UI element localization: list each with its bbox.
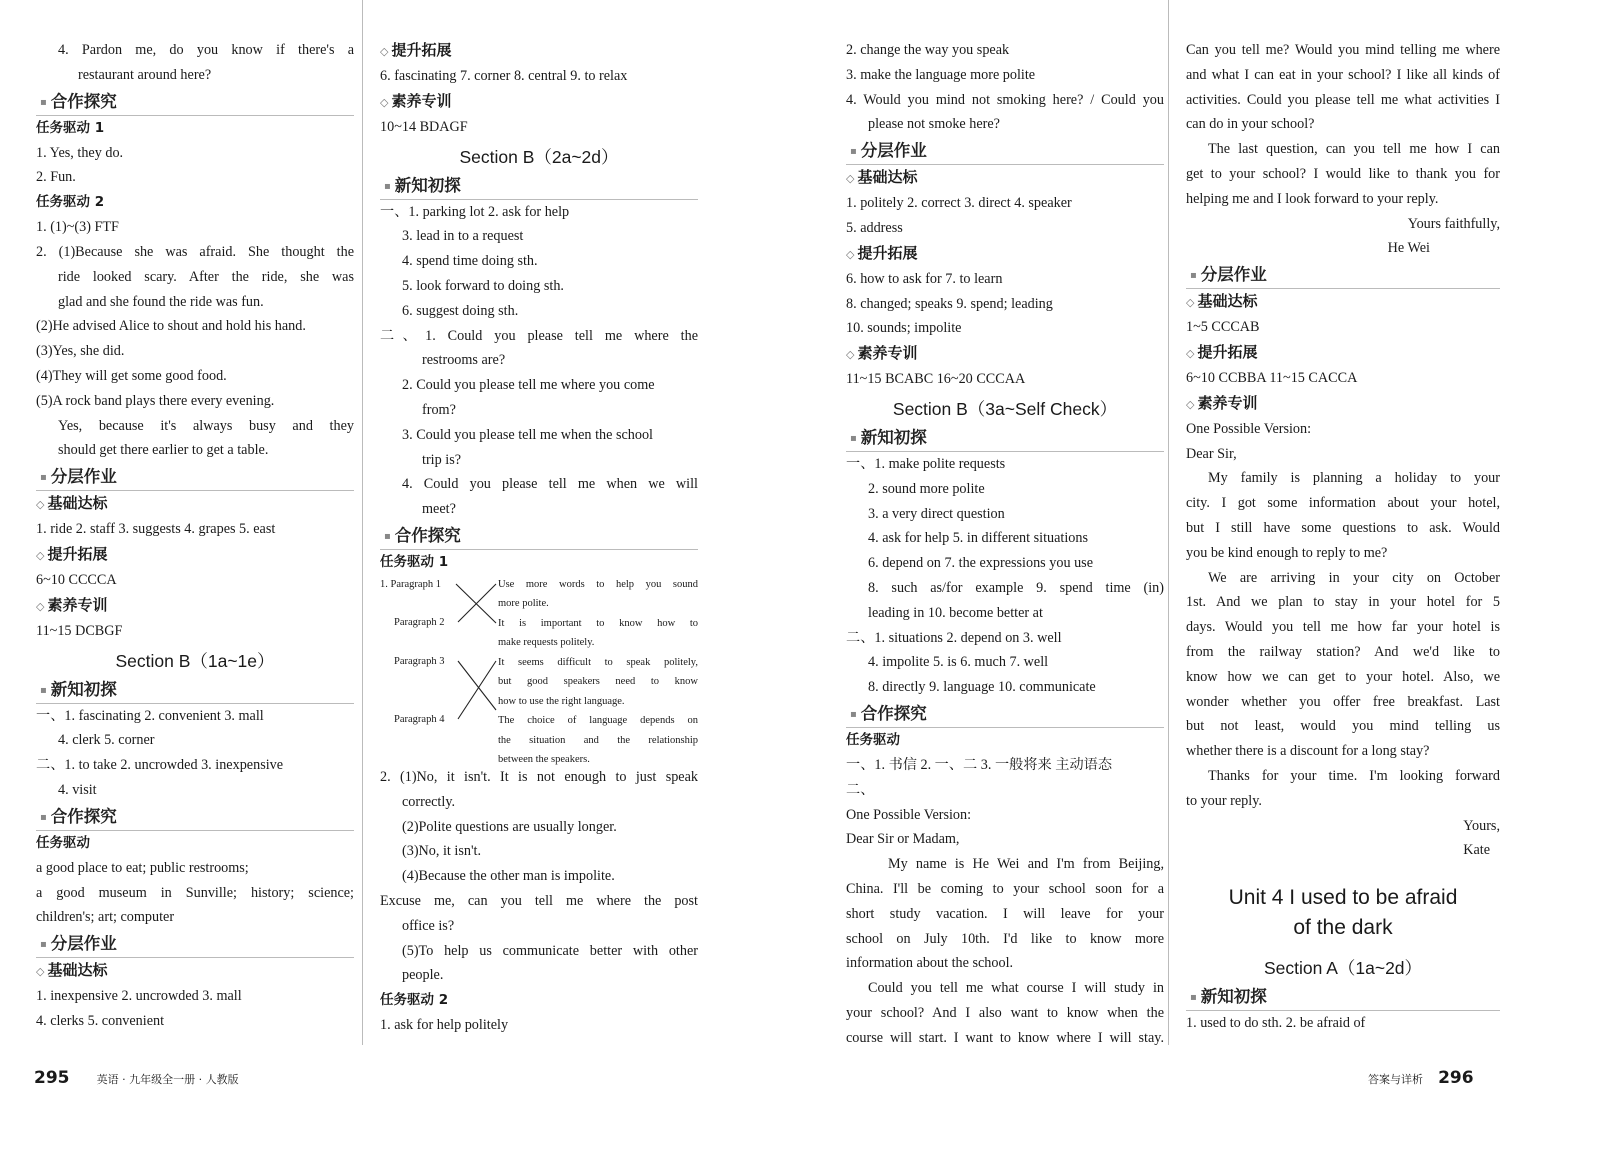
text-line: 3. Could you please tell me when the school — [402, 426, 653, 443]
matching-exercise — [380, 575, 698, 765]
text-line: (2)Polite questions are usually longer. — [402, 818, 617, 835]
text-line: from? — [422, 401, 456, 418]
column-3 — [846, 38, 1164, 1051]
text-line: please not smoke here? — [868, 116, 1000, 133]
text-line: My name is He Wei and I'm from Beijing, — [888, 856, 1164, 873]
paragraph-label: Paragraph 2 — [394, 616, 445, 628]
option-line: make requests politely. — [498, 637, 595, 649]
unit-title — [1186, 883, 1500, 943]
text-line: Dear Sir, — [1186, 445, 1237, 462]
text-line: course will start. I want to know where I will stay. — [846, 1029, 1164, 1046]
text-line: you be kind enough to reply to me? — [1186, 544, 1388, 561]
text-line: 1. Yes, they do. — [36, 144, 124, 161]
text-line: city. I got some information about your hotel, — [1186, 495, 1500, 512]
paragraph-label: 1. Paragraph 1 — [380, 578, 441, 590]
text-line: know how we can get to your hotel. Also, we — [1186, 668, 1500, 685]
text-line: 二、1. Could you please tell me where the — [380, 327, 698, 344]
text-line: 4. ask for help 5. in different situations — [868, 530, 1088, 547]
text-line: China. I'll be coming to your school soon for a — [846, 880, 1164, 897]
option-line: It seems difficult to speak politely, — [498, 656, 698, 668]
section-heading: ▪ 新知初探 — [36, 678, 354, 704]
text-line: office is? — [402, 917, 455, 934]
text-line: a good place to eat; public restrooms; — [36, 859, 249, 876]
text-line: 11~15 DCBGF — [36, 622, 123, 639]
section-heading: ▪ 新知初探 — [846, 426, 1164, 452]
section-title: Section B（1a~1e） — [115, 650, 275, 671]
text-line: 2. sound more polite — [868, 480, 985, 497]
text-line: Dear Sir or Madam, — [846, 831, 960, 848]
text-line: restaurant around here? — [78, 66, 212, 83]
page-number: 296 — [1438, 1068, 1474, 1088]
text-line: can do in your school? — [1186, 116, 1315, 133]
text-line: 2. Fun. — [36, 169, 76, 186]
sub-heading: ◇ 素养专训 — [1186, 391, 1500, 417]
sub-heading: ◇ 提升拓展 — [1186, 340, 1500, 366]
section-heading: ▪ 合作探究 — [36, 90, 354, 116]
text-line: 8. directly 9. language 10. communicate — [868, 679, 1096, 696]
text-line: Yes, because it's always busy and they — [58, 417, 354, 434]
matching-lines — [454, 575, 500, 735]
text-line: 10~14 BDAGF — [380, 118, 468, 135]
text-line: (3)Yes, she did. — [36, 343, 125, 360]
letter-signature: Kate — [1463, 842, 1490, 859]
text-line: 11~15 BCABC 16~20 CCCAA — [846, 371, 1026, 388]
sub-heading: ◇ 素养专训 — [36, 593, 354, 619]
text-line: 二、 — [846, 781, 875, 798]
text-line: 6~10 CCCCA — [36, 571, 117, 588]
text-line: (4)Because the other man is impolite. — [402, 868, 615, 885]
text-line: whether there is a discount for a long stay? — [1186, 743, 1430, 760]
text-line: 3. lead in to a request — [402, 228, 524, 245]
text-line: (4)They will get some good food. — [36, 367, 227, 384]
text-line: Could you tell me what course I will study in — [868, 980, 1164, 997]
letter-signature: He Wei — [1387, 240, 1430, 257]
text-line: Thanks for your time. I'm looking forward — [1208, 767, 1500, 784]
sub-heading: ◇ 基础达标 — [1186, 289, 1500, 315]
text-line: 二、1. situations 2. depend on 3. well — [846, 629, 1062, 646]
sub-heading: ◇ 提升拓展 — [380, 38, 698, 64]
text-line: 3. make the language more polite — [846, 66, 1036, 83]
text-line: 二、1. to take 2. uncrowded 3. inexpensive — [36, 757, 284, 774]
text-line: 6. suggest doing sth. — [402, 302, 519, 319]
text-line: My family is planning a holiday to your — [1208, 470, 1500, 487]
matching-options — [498, 575, 698, 770]
text-line: (3)No, it isn't. — [402, 843, 482, 860]
text-line: One Possible Version: — [846, 806, 972, 823]
section-heading: ▪ 新知初探 — [380, 174, 698, 200]
text-line: One Possible Version: — [1186, 420, 1312, 437]
text-line: 一、1. fascinating 2. convenient 3. mall — [36, 707, 264, 724]
text-line: 6. fascinating 7. corner 8. central 9. to relax — [380, 68, 628, 84]
text-line: activities. Could you please tell me what activities I — [1186, 91, 1500, 108]
text-line: 1. inexpensive 2. uncrowded 3. mall — [36, 988, 242, 1005]
text-line: 1. used to do sth. 2. be afraid of — [1186, 1015, 1366, 1032]
text-line: short study vacation. I will leave for your — [846, 905, 1164, 922]
sub-heading: ◇ 基础达标 — [36, 958, 354, 984]
text-line: 2. (1)No, it isn't. It is not enough to just speak — [380, 768, 698, 785]
text-line: a good museum in Sunville; history; science; — [36, 884, 354, 901]
text-line: children's; art; computer — [36, 909, 175, 926]
text-line: 4. clerk 5. corner — [58, 732, 155, 749]
text-line: get to your school? I would like to thank you for — [1186, 165, 1500, 182]
text-line: restrooms are? — [422, 352, 506, 369]
text-line: 4. clerks 5. convenient — [36, 1012, 165, 1029]
text-line: 4. Could you please tell me when we will — [402, 476, 698, 493]
text-line: correctly. — [402, 793, 456, 810]
text-line: trip is? — [422, 451, 462, 468]
text-line: leading in 10. become better at — [868, 604, 1043, 621]
footer-right — [1368, 1068, 1474, 1088]
text-line: school on July 10th. I'd like to know more — [846, 930, 1164, 947]
section-title: Section A（1a~2d） — [1263, 958, 1423, 979]
task-label: 任务驱动 — [846, 731, 900, 748]
text-line: 4. spend time doing sth. — [402, 253, 538, 270]
text-line: days. Would you tell me how far your hotel is — [1186, 619, 1500, 636]
text-line: meet? — [422, 501, 456, 518]
sub-heading: ◇ 素养专训 — [846, 341, 1164, 367]
footer-left — [34, 1068, 239, 1088]
unit-title-line: Unit 4 I used to be afraid — [1228, 886, 1458, 910]
text-line: wonder whether you offer free breakfast. Last — [1186, 693, 1500, 710]
column-4 — [1186, 38, 1500, 1036]
text-line: 1. (1)~(3) FTF — [36, 219, 119, 236]
text-line: 3. a very direct question — [868, 505, 1005, 522]
text-line: to your reply. — [1186, 792, 1262, 809]
section-heading: ▪ 分层作业 — [36, 932, 354, 958]
text-line: 1. politely 2. correct 3. direct 4. speaker — [846, 195, 1072, 212]
sub-heading: ◇ 提升拓展 — [846, 241, 1164, 267]
text-line: 4. impolite 5. is 6. much 7. well — [868, 654, 1049, 671]
section-heading: ▪ 新知初探 — [1186, 985, 1500, 1011]
option-line: The choice of language depends on — [498, 715, 698, 727]
unit-title-line: of the dark — [1293, 916, 1393, 940]
letter-closing: Yours, — [1463, 817, 1500, 834]
text-line: 1. ask for help politely — [380, 1017, 509, 1034]
sub-heading: ◇ 基础达标 — [846, 165, 1164, 191]
text-line: 4. visit — [58, 781, 97, 798]
text-line: glad and she found the ride was fun. — [58, 293, 264, 310]
section-heading: ▪ 分层作业 — [846, 139, 1164, 165]
paragraph-label: Paragraph 3 — [394, 655, 445, 667]
section-title: Section B（2a~2d） — [459, 146, 619, 167]
text-line: 5. address — [846, 219, 903, 236]
text-line: Excuse me, can you tell me where the post — [380, 892, 698, 909]
option-line: more polite. — [498, 598, 549, 610]
text-line: 2. Could you please tell me where you come — [402, 377, 655, 394]
text-line: 2. (1)Because she was afraid. She thought the — [36, 243, 354, 260]
text-line: 6~10 CCBBA 11~15 CACCA — [1186, 369, 1358, 386]
text-line: 4. Pardon me, do you know if there's a — [58, 42, 354, 58]
text-line: your school? And I also want to know when the — [846, 1004, 1164, 1021]
text-line: 4. Would you mind not smoking here? / Could you — [846, 91, 1164, 108]
section-title: Section B（3a~Self Check） — [892, 398, 1118, 419]
sub-heading: ◇ 提升拓展 — [36, 542, 354, 568]
task-label: 任务驱动 2 — [380, 992, 449, 1009]
option-line: It is important to know how to — [498, 617, 698, 629]
option-line: the situation and the relationship — [498, 734, 698, 746]
book-info: 答案与详析 — [1368, 1073, 1423, 1086]
column-1 — [36, 38, 354, 1034]
text-line: 一、1. make polite requests — [846, 455, 1006, 472]
option-line: how to use the right language. — [498, 695, 625, 707]
task-label: 任务驱动 2 — [36, 194, 105, 211]
text-line: 10. sounds; impolite — [846, 320, 962, 337]
text-line: 1~5 CCCAB — [1186, 319, 1260, 336]
text-line: We are arriving in your city on October — [1208, 569, 1500, 586]
text-line: 1st. And we plan to stay in your hotel for 5 — [1186, 594, 1500, 611]
text-line: 一、1. 书信 2. 一、二 3. 一般将来 主动语态 — [846, 756, 1113, 773]
text-line: 8. such as/for example 9. spend time (in) — [868, 579, 1164, 596]
sub-heading: ◇ 基础达标 — [36, 491, 354, 517]
section-heading: ▪ 合作探究 — [380, 524, 698, 550]
task-label: 任务驱动 1 — [36, 119, 105, 136]
text-line: 6. how to ask for 7. to learn — [846, 270, 1003, 287]
text-line: Can you tell me? Would you mind telling me where — [1186, 42, 1500, 58]
book-info: 英语 · 九年级全一册 · 人教版 — [96, 1073, 239, 1086]
sub-heading: ◇ 素养专训 — [380, 89, 698, 115]
text-line: from the railway station? And we'd like to — [1186, 643, 1500, 660]
letter-closing: Yours faithfully, — [1407, 215, 1500, 232]
text-line: people. — [402, 967, 444, 984]
text-line: (5)To help us communicate better with other — [402, 942, 698, 959]
option-line: but good speakers need to know — [498, 676, 698, 688]
text-line: helping me and I look forward to your reply. — [1186, 190, 1439, 207]
text-line: but I still have some questions to ask. Would — [1186, 519, 1500, 536]
option-line: Use more words to help you sound — [498, 578, 698, 590]
task-label: 任务驱动 — [36, 834, 90, 851]
text-line: 8. changed; speaks 9. spend; leading — [846, 295, 1053, 312]
text-line: 5. look forward to doing sth. — [402, 277, 564, 294]
task-label: 任务驱动 1 — [380, 553, 449, 570]
text-line: information about the school. — [846, 955, 1014, 972]
text-line: The last question, can you tell me how I can — [1208, 141, 1500, 158]
section-heading: ▪ 分层作业 — [1186, 263, 1500, 289]
text-line: and what I can eat in your school? I like all kinds of — [1186, 66, 1500, 83]
section-heading: ▪ 合作探究 — [846, 702, 1164, 728]
option-line: between the speakers. — [498, 754, 590, 766]
text-line: 6. depend on 7. the expressions you use — [868, 555, 1093, 572]
text-line: 一、1. parking lot 2. ask for help — [380, 203, 570, 220]
page-number: 295 — [34, 1068, 70, 1088]
section-heading: ▪ 合作探究 — [36, 805, 354, 831]
section-heading: ▪ 分层作业 — [36, 465, 354, 491]
text-line: ride looked scary. After the ride, she was — [58, 268, 354, 285]
text-line: 1. ride 2. staff 3. suggests 4. grapes 5. east — [36, 521, 276, 538]
text-line: (5)A rock band plays there every evening. — [36, 392, 275, 409]
text-line: (2)He advised Alice to shout and hold his hand. — [36, 318, 306, 335]
text-line: 2. change the way you speak — [846, 42, 1010, 58]
column-2 — [380, 38, 698, 1038]
text-line: but not least, would you mind telling us — [1186, 718, 1500, 735]
text-line: should get there earlier to get a table. — [58, 442, 269, 459]
paragraph-label: Paragraph 4 — [394, 713, 445, 725]
